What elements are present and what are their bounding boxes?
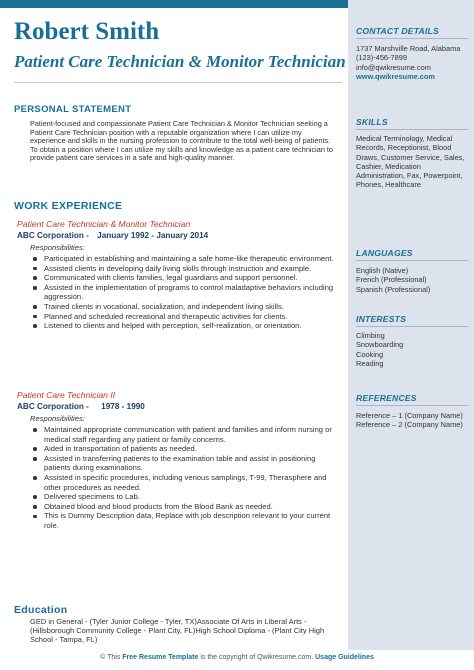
personal-statement-text: Patient-focused and compassionate Patient Care Technician & Monitor Technician seeking a Patient Care Technician position with a reputable organization where I can utilize my experience and skills in the nursing profession to contribute to the total well-being of patients. To obtain a position where I can utilize my skills and knowledge as a patient care technician to provide patient care services in a safe and high-quality manner.: [30, 119, 333, 162]
usage-guidelines-link[interactable]: Usage Guidelines: [315, 654, 374, 661]
list-item: Listened to clients and helped with perception, self-realization, or orientation.: [30, 321, 338, 331]
languages-rule: [356, 260, 468, 261]
top-accent-bar: [0, 0, 348, 8]
contact-phone: (123)-456-7899: [356, 53, 407, 63]
responsibilities-label: Responsibilities:: [30, 243, 85, 252]
contact-address: 1737 Marshville Road, Alabama: [356, 44, 461, 53]
list-item: Assisted in the implementation of programs to control maladaptive behaviors including aggression.: [30, 283, 338, 302]
references-list: [356, 411, 468, 430]
job-dates: 1978 - 1990: [101, 402, 145, 411]
job-dates: January 1992 - January 2014: [97, 231, 209, 240]
languages-list: [356, 266, 468, 294]
job-company-line: [17, 402, 145, 411]
skills-heading: SKILLS: [356, 117, 388, 127]
list-item: Trained clients in vocational, socialization, and independent living skills.: [30, 302, 338, 312]
list-item: This is Dummy Description data, Replace with job description relevant to your current role.: [30, 511, 338, 530]
list-item: English (Native): [356, 266, 409, 275]
skills-rule: [356, 129, 468, 130]
job-bullet-list: [30, 425, 338, 531]
sidebar: [348, 0, 474, 650]
contact-website-link[interactable]: www.qwikresume.com: [356, 71, 435, 81]
list-item: Assisted clients in developing daily living skills through instruction and example.: [30, 264, 338, 274]
list-item: Spanish (Professional): [356, 284, 431, 294]
personal-statement-heading: PERSONAL STATEMENT: [14, 104, 132, 115]
list-item: Climbing: [356, 331, 385, 340]
interests-rule: [356, 326, 468, 327]
list-item: Communicated with clients families, legal guardians and support personnel.: [30, 273, 338, 283]
work-experience-heading: WORK EXPERIENCE: [14, 200, 123, 212]
skills-text: Medical Terminology, Medical Records, Receptionist, Blood Draws, Customer Service, Sales, Cashier, Medication Administration, Fax, Powerpoint, Phones, Healthcare: [356, 134, 465, 190]
list-item: Participated in establishing and maintaining a safe home-like therapeutic environment.: [30, 254, 338, 264]
list-item: Reference – 2 (Company Name): [356, 420, 463, 430]
languages-heading: LANGUAGES: [356, 248, 413, 258]
contact-heading: CONTACT DETAILS: [356, 26, 439, 36]
candidate-name: Robert Smith: [14, 18, 160, 45]
references-heading: REFERENCES: [356, 393, 417, 403]
free-resume-template-link[interactable]: Free Resume Template: [122, 654, 199, 661]
job-bullet-list: [30, 254, 338, 331]
contact-rule: [356, 38, 468, 39]
job-title: Patient Care Technician II: [17, 390, 116, 400]
list-item: Maintained appropriate communication with patient and families and inform nursing or medical staff regarding any patient or family concerns.: [30, 425, 338, 444]
list-item: Cooking: [356, 349, 384, 359]
candidate-title: Patient Care Technician & Monitor Technician: [14, 52, 346, 71]
education-text: GED in General - (Tyler Junior College - Tyler, TX)Associate Of Arts in Liberal Arts - (Hillsborough Community College - Plant City, FL)High School Diploma - (Plant City High School - Tampa, FL): [30, 617, 325, 645]
footer-copyright-text: is the copyright of Qwikresume.com.: [200, 654, 314, 661]
list-item: French (Professional): [356, 275, 427, 285]
list-item: Reference – 1 (Company Name): [356, 411, 463, 420]
interests-list: [356, 331, 468, 368]
contact-email[interactable]: info@qwikresume.com: [356, 62, 431, 72]
job-company: ABC Corporation -: [17, 231, 89, 240]
list-item: Snowboarding: [356, 340, 404, 350]
list-item: Aided in transportation of patients as needed.: [30, 444, 338, 454]
list-item: Obtained blood and blood products from the Blood Bank as needed.: [30, 502, 338, 512]
references-rule: [356, 405, 468, 406]
list-item: Assisted in transferring patients to the examination table and assist in positioning patients during examinations.: [30, 454, 338, 473]
page-footer: [0, 654, 474, 661]
list-item: Delivered specimens to Lab.: [30, 492, 338, 502]
contact-details: [356, 44, 468, 81]
education-heading: Education: [14, 604, 68, 616]
job-title: Patient Care Technician & Monitor Technician: [17, 219, 191, 229]
list-item: Reading: [356, 358, 384, 368]
footer-copyright: © This: [100, 654, 121, 661]
interests-heading: INTERESTS: [356, 314, 407, 324]
header-divider: [14, 82, 342, 83]
job-company-line: [17, 231, 208, 240]
list-item: Assisted in specific procedures, including venous samplings, T-99, Therasphere and other procedures as needed.: [30, 473, 338, 492]
responsibilities-label: Responsibilities:: [30, 414, 85, 423]
job-company: ABC Corporation -: [17, 402, 89, 411]
list-item: Planned and scheduled recreational and therapeutic activities for clients.: [30, 312, 338, 322]
